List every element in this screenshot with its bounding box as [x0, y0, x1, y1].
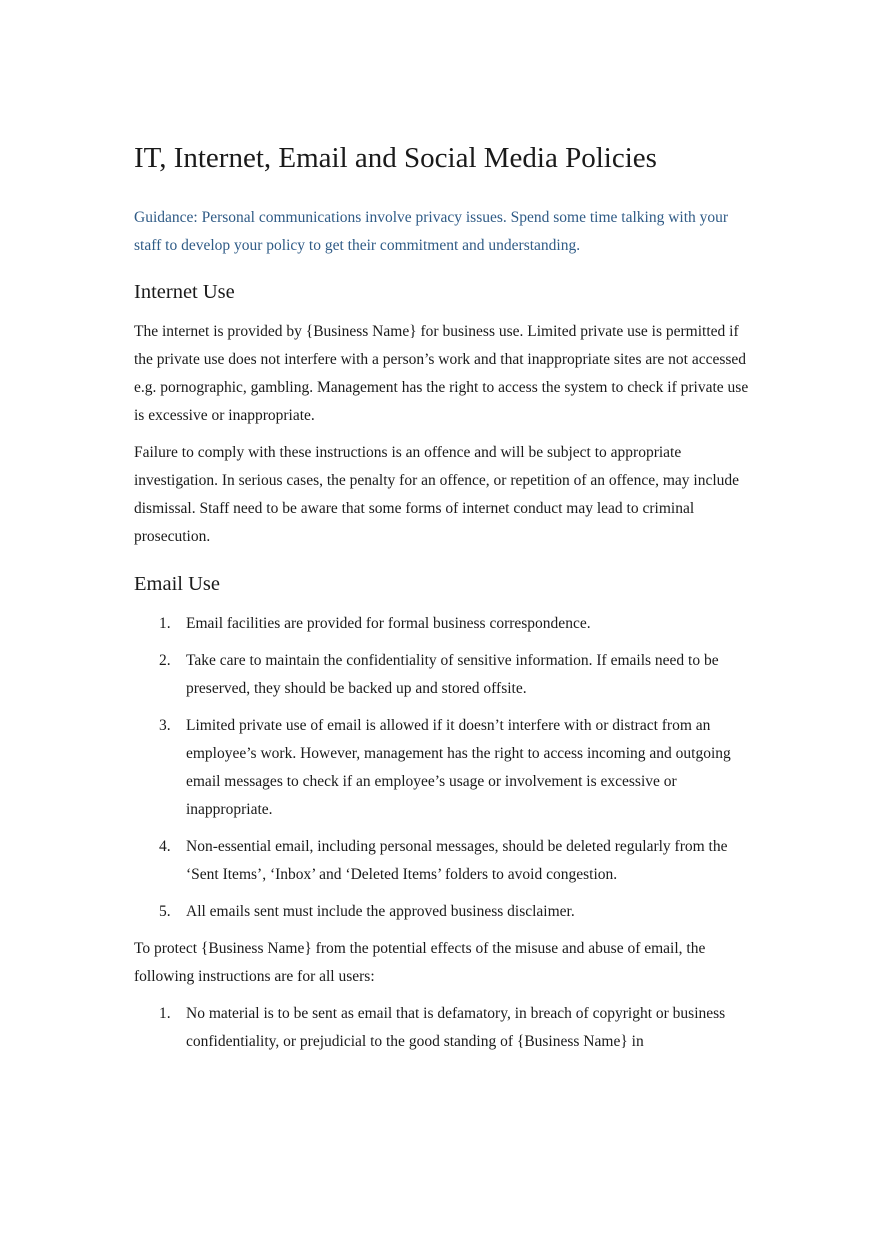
- protect-paragraph: To protect {Business Name} from the potential effects of the misuse and abuse of email, the following instructions are for all users:: [134, 940, 706, 985]
- list-item-text: Non-essential email, including personal messages, should be deleted regularly from the ‘Sent Items’, ‘Inbox’ and ‘Deleted Items’ folders to avoid congestion.: [186, 838, 728, 883]
- list-item-text: All emails sent must include the approved business disclaimer.: [186, 903, 575, 920]
- internet-use-heading: Internet Use: [134, 281, 235, 303]
- list-item-number: 5.: [159, 903, 171, 920]
- list-item: [134, 610, 754, 638]
- list-item-number: 4.: [159, 838, 171, 855]
- internet-paragraph-1: The internet is provided by {Business Name} for business use. Limited private use is permitted if the private use does not interfere with a person’s work and that inappropriate sites are not accessed e.g. pornographic, gambling. Management has the right to access the system to check if private use is excessive or inappropriate.: [134, 323, 749, 424]
- list-item-text: No material is to be sent as email that is defamatory, in breach of copyright or business confidentiality, or prejudicial to the good standing of {Business Name} in: [186, 1005, 726, 1050]
- email-use-heading: Email Use: [134, 573, 220, 595]
- email-rules-list: [134, 610, 754, 926]
- document-title: IT, Internet, Email and Social Media Policies: [134, 142, 657, 174]
- document-page: [134, 140, 754, 1065]
- list-item: [134, 833, 754, 889]
- list-item: [134, 712, 754, 824]
- list-item: [134, 898, 754, 926]
- email-instructions-list: [134, 1000, 754, 1056]
- list-item-number: 1.: [159, 1005, 171, 1022]
- list-item-text: Limited private use of email is allowed if it doesn’t interfere with or distract from an employee’s work. However, management has the right to access incoming and outgoing email messages to check if an employee’s usage or involvement is excessive or inappropriate.: [186, 717, 731, 818]
- list-item-number: 2.: [159, 652, 171, 669]
- list-item-text: Email facilities are provided for formal business correspondence.: [186, 615, 591, 632]
- list-item: [134, 1000, 754, 1056]
- list-item: [134, 647, 754, 703]
- list-item-number: 3.: [159, 717, 171, 734]
- list-item-number: 1.: [159, 615, 171, 632]
- internet-paragraph-2: Failure to comply with these instructions is an offence and will be subject to appropriate investigation. In serious cases, the penalty for an offence, or repetition of an offence, may include dismissal. Staff need to be aware that some forms of internet conduct may lead to criminal prosecution.: [134, 444, 740, 545]
- list-item-text: Take care to maintain the confidentiality of sensitive information. If emails need to be preserved, they should be backed up and stored offsite.: [186, 652, 719, 697]
- guidance-note: Guidance: Personal communications involve privacy issues. Spend some time talking with your staff to develop your policy to get their commitment and understanding.: [134, 209, 729, 254]
